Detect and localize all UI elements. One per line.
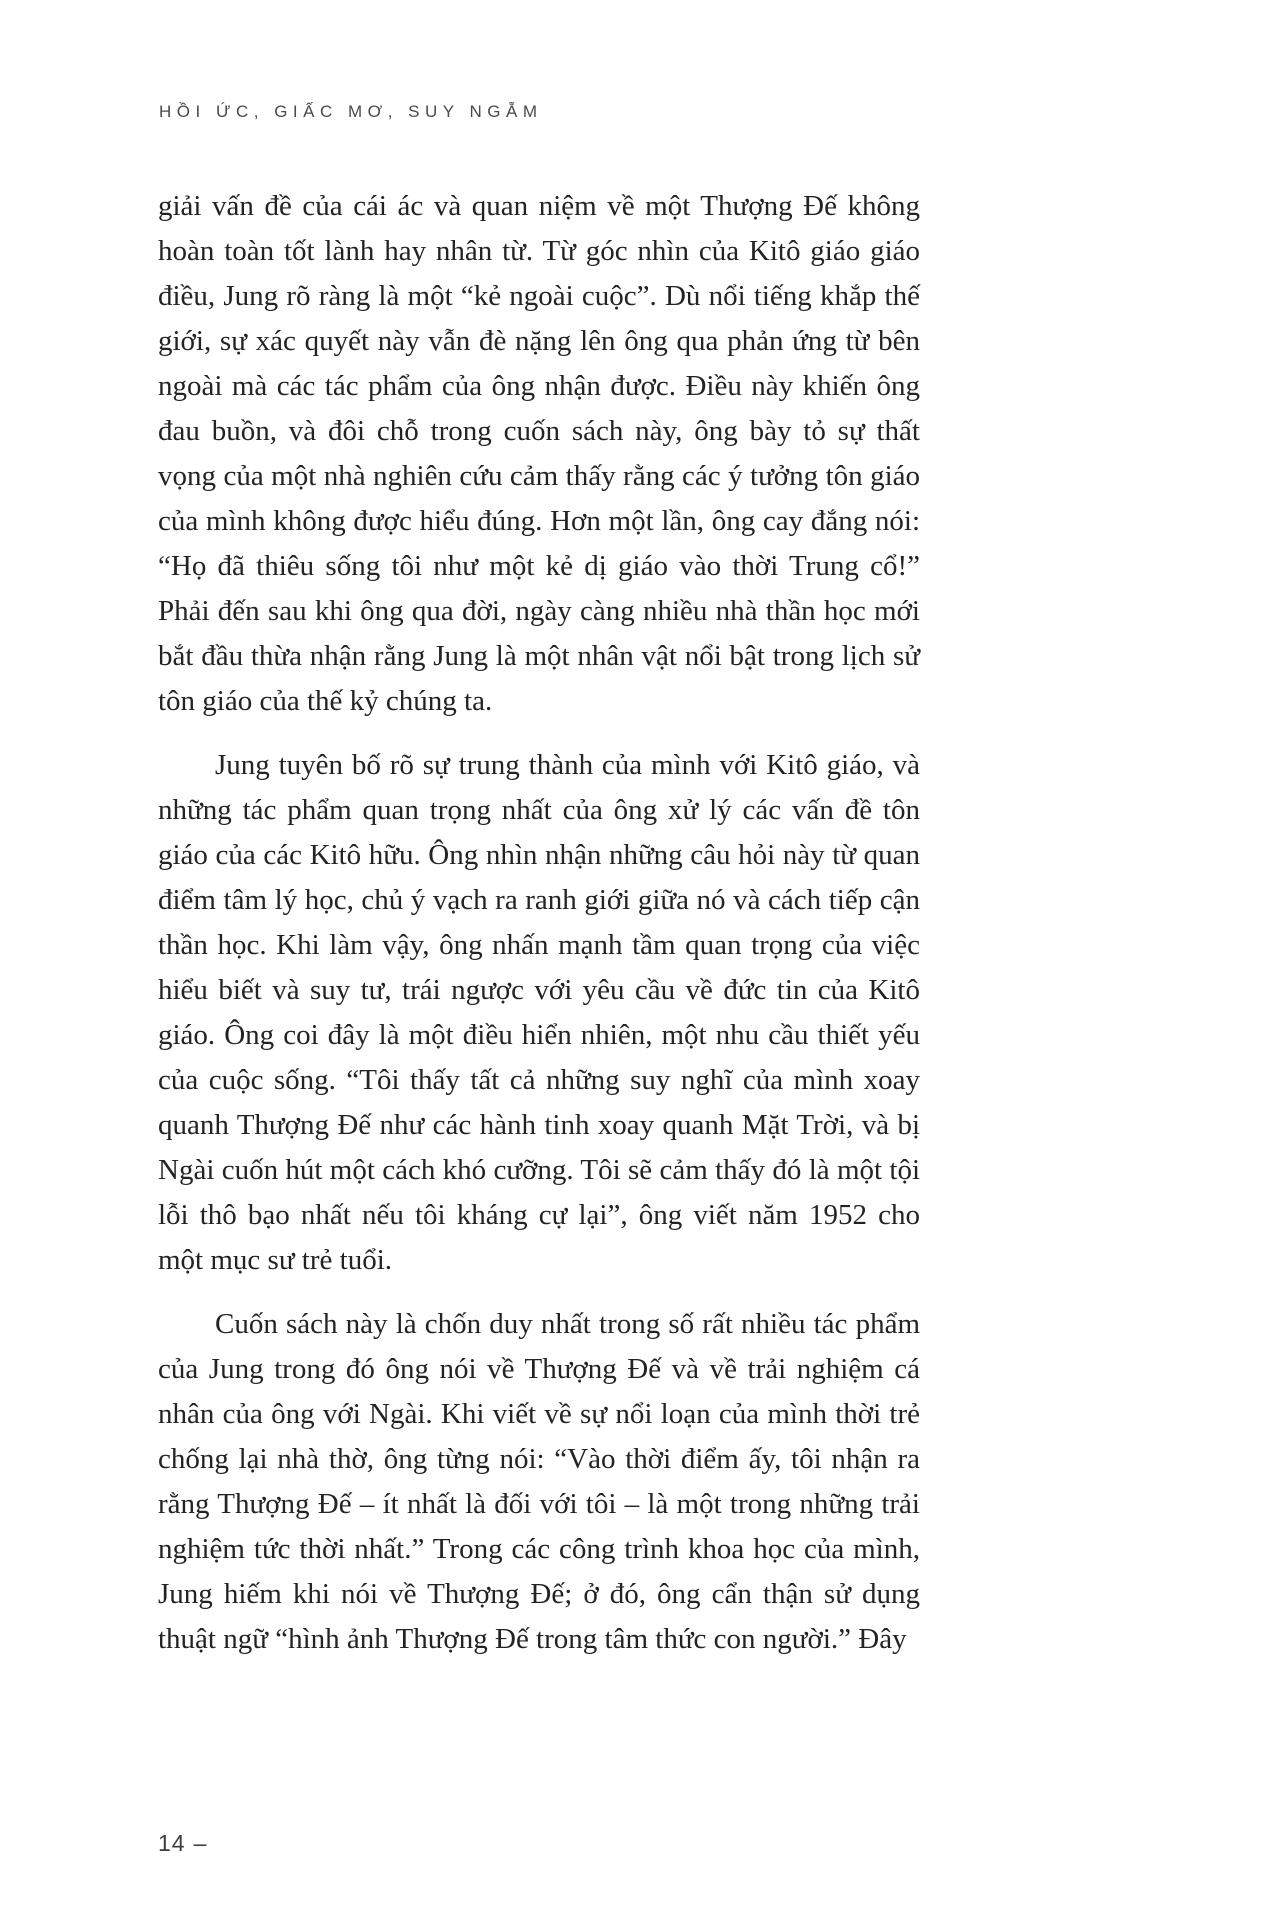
- running-header: HỒI ỨC, GIẤC MƠ, SUY NGẪM: [159, 102, 543, 121]
- paragraph-3: Cuốn sách này là chốn duy nhất trong số rất nhiều tác phẩm của Jung trong đó ông nói về Thượng Đế và về trải nghiệm cá nhân của ông với Ngài. Khi viết về sự nổi loạn của mình thời trẻ chống lại nhà thờ, ông từng nói: “Vào thời điểm ấy, tôi nhận ra rằng Thượng Đế – ít nhất là đối với tôi – là một trong những trải nghiệm tức thời nhất.” Trong các công trình khoa học của mình, Jung hiếm khi nói về Thượng Đế; ở đó, ông cẩn thận sử dụng thuật ngữ “hình ảnh Thượng Đế trong tâm thức con người.” Đây: [158, 1308, 920, 1655]
- page-footer: [158, 1830, 207, 1857]
- paragraph-2: Jung tuyên bố rõ sự trung thành của mình với Kitô giáo, và những tác phẩm quan trọng nhất của ông xử lý các vấn đề tôn giáo của các Kitô hữu. Ông nhìn nhận những câu hỏi này từ quan điểm tâm lý học, chủ ý vạch ra ranh giới giữa nó và cách tiếp cận thần học. Khi làm vậy, ông nhấn mạnh tầm quan trọng của việc hiểu biết và suy tư, trái ngược với yêu cầu về đức tin của Kitô giáo. Ông coi đây là một điều hiển nhiên, một nhu cầu thiết yếu của cuộc sống. “Tôi thấy tất cả những suy nghĩ của mình xoay quanh Thượng Đế như các hành tinh xoay quanh Mặt Trời, và bị Ngài cuốn hút một cách khó cưỡng. Tôi sẽ cảm thấy đó là một tội lỗi thô bạo nhất nếu tôi kháng cự lại”, ông viết năm 1952 cho một mục sư trẻ tuổi.: [158, 749, 920, 1276]
- page-number-dash: –: [193, 1830, 208, 1856]
- body-text-block: [158, 184, 920, 1681]
- paragraph-1: giải vấn đề của cái ác và quan niệm về một Thượng Đế không hoàn toàn tốt lành hay nhân từ. Từ góc nhìn của Kitô giáo giáo điều, Jung rõ ràng là một “kẻ ngoài cuộc”. Dù nổi tiếng khắp thế giới, sự xác quyết này vẫn đè nặng lên ông qua phản ứng từ bên ngoài mà các tác phẩm của ông nhận được. Điều này khiến ông đau buồn, và đôi chỗ trong cuốn sách này, ông bày tỏ sự thất vọng của một nhà nghiên cứu cảm thấy rằng các ý tưởng tôn giáo của mình không được hiểu đúng. Hơn một lần, ông cay đắng nói: “Họ đã thiêu sống tôi như một kẻ dị giáo vào thời Trung cổ!” Phải đến sau khi ông qua đời, ngày càng nhiều nhà thần học mới bắt đầu thừa nhận rằng Jung là một nhân vật nổi bật trong lịch sử tôn giáo của thế kỷ chúng ta.: [158, 190, 920, 717]
- page-number: 14: [158, 1830, 186, 1856]
